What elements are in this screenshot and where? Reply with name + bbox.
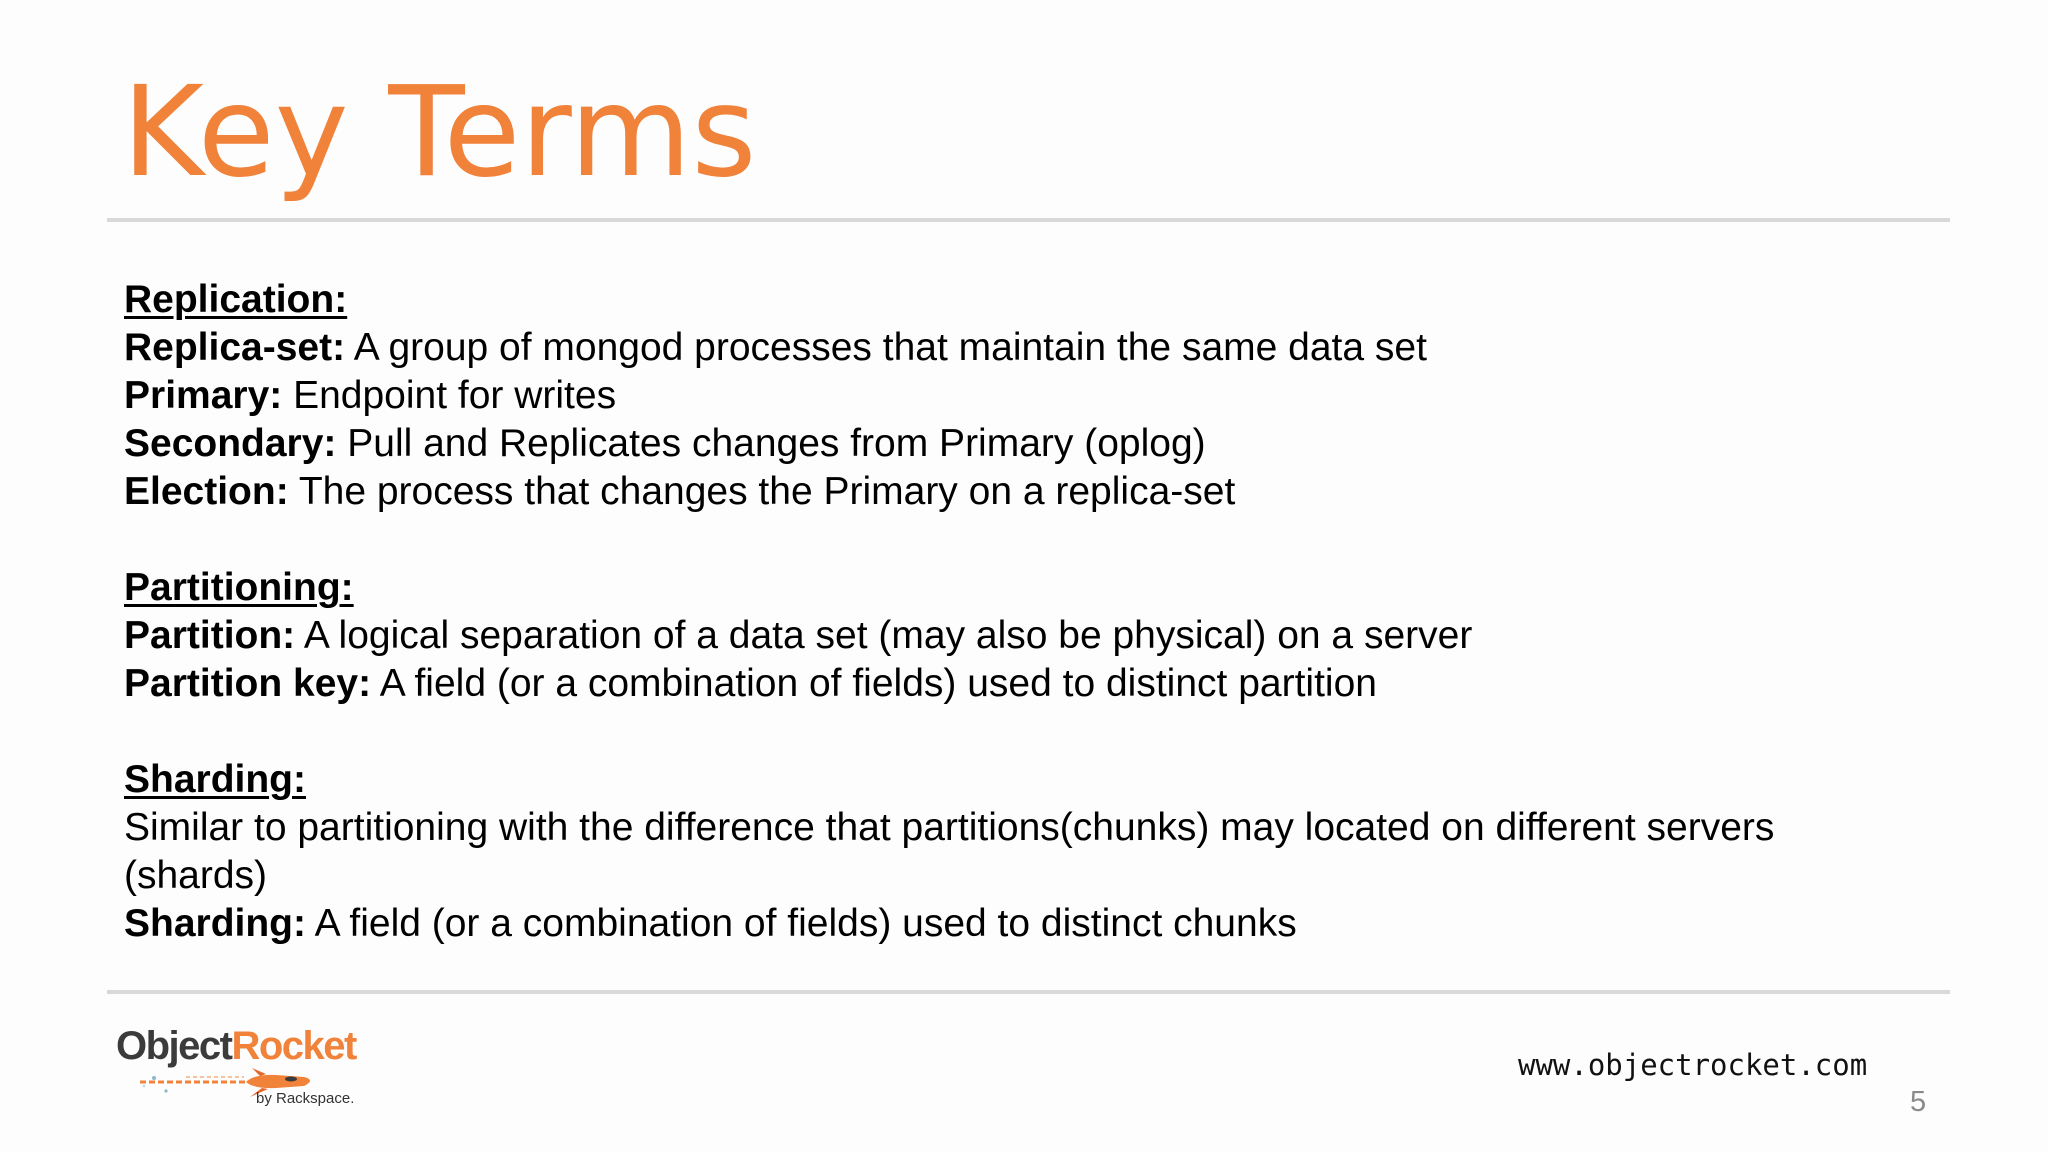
logo-wordmark bbox=[116, 1024, 356, 1068]
term-row-primary bbox=[124, 372, 1904, 420]
slide-title: Key Terms bbox=[122, 60, 757, 205]
page-number: 5 bbox=[1910, 1086, 1927, 1118]
term-label: Partition: bbox=[124, 614, 296, 657]
term-label: Replica-set: bbox=[124, 326, 346, 369]
logo-word-object: Object bbox=[116, 1024, 232, 1068]
logo-subtitle: by Rackspace. bbox=[256, 1090, 355, 1107]
footer-divider bbox=[107, 990, 1950, 994]
term-label: Partition key: bbox=[124, 662, 372, 705]
term-row-replica-set bbox=[124, 324, 1904, 372]
term-label: Primary: bbox=[124, 374, 283, 417]
term-row-partition bbox=[124, 612, 1904, 660]
term-definition: A group of mongod processes that maintain the same data set bbox=[345, 326, 1427, 369]
term-row-election bbox=[124, 468, 1904, 516]
section-heading-replication: Replication: bbox=[124, 278, 348, 321]
term-label: Secondary: bbox=[124, 422, 337, 465]
term-row-partition-key bbox=[124, 660, 1904, 708]
slide-content bbox=[124, 276, 1904, 948]
term-definition: Endpoint for writes bbox=[282, 374, 617, 417]
sharding-description: Similar to partitioning with the difference that partitions(chunks) may located on different servers (shards) bbox=[124, 806, 1775, 897]
spacer bbox=[124, 708, 1904, 756]
section-heading-sharding: Sharding: bbox=[124, 758, 306, 801]
term-row-sharding bbox=[124, 900, 1904, 948]
logo-word-rocket: Rocket bbox=[231, 1024, 356, 1068]
term-definition: A logical separation of a data set (may also be physical) on a server bbox=[295, 614, 1473, 657]
term-definition: Pull and Replicates changes from Primary (oplog) bbox=[336, 422, 1206, 465]
title-divider bbox=[107, 218, 1950, 222]
term-definition: A field (or a combination of fields) used to distinct partition bbox=[371, 662, 1377, 705]
objectrocket-logo bbox=[116, 1024, 376, 1114]
section-heading-partitioning: Partitioning: bbox=[124, 566, 354, 609]
term-definition: A field (or a combination of fields) used to distinct chunks bbox=[306, 902, 1297, 945]
footer-url: www.objectrocket.com bbox=[1518, 1048, 1868, 1082]
term-definition: The process that changes the Primary on a replica-set bbox=[288, 470, 1236, 513]
term-label: Election: bbox=[124, 470, 289, 513]
term-label: Sharding: bbox=[124, 902, 306, 945]
spacer bbox=[124, 516, 1904, 564]
term-row-secondary bbox=[124, 420, 1904, 468]
